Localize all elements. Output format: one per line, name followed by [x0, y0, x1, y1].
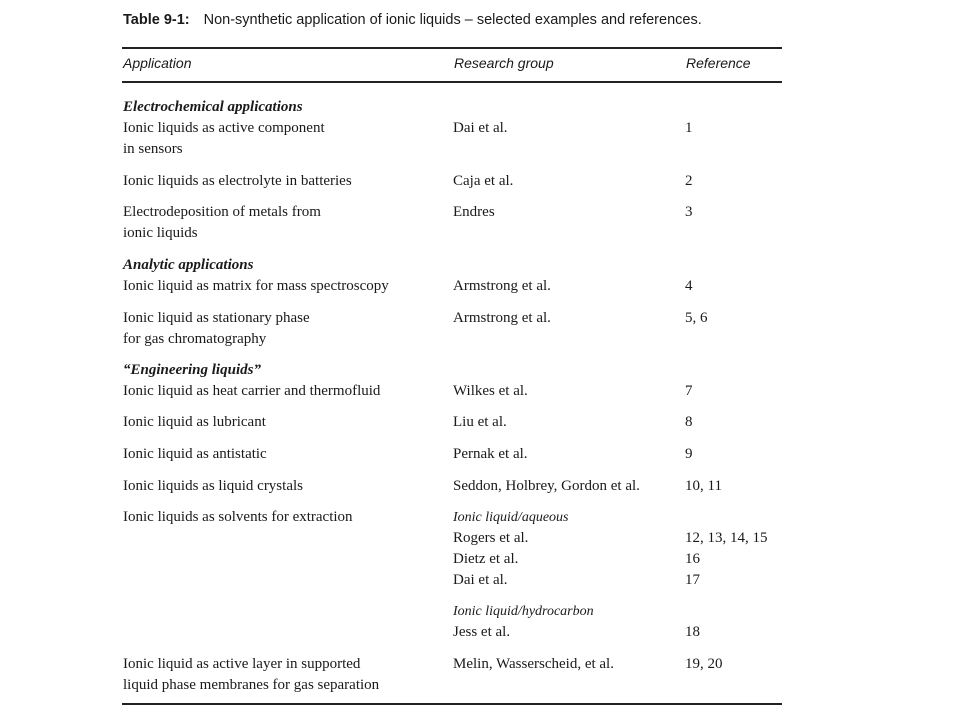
research-group-cell: Melin, Wasserscheid, et al. — [453, 656, 614, 672]
table-title: Non-synthetic application of ionic liquids – selected examples and references. — [203, 12, 702, 28]
top-rule — [122, 47, 782, 49]
research-group-cell: Caja et al. — [453, 173, 514, 189]
reference-cell: 12, 13, 14, 15 16 17 — [685, 530, 768, 588]
reference-cell: 10, 11 — [685, 478, 722, 494]
section-heading: “Engineering liquids” — [123, 362, 261, 378]
research-group-cell: Armstrong et al. — [453, 310, 551, 326]
research-group-cell: Endres — [453, 204, 495, 220]
application-cell: Ionic liquid as lubricant — [123, 414, 266, 430]
application-cell: Ionic liquids as solvents for extraction — [123, 509, 353, 525]
research-group-cell: Wilkes et al. — [453, 383, 528, 399]
subgroup-label: Ionic liquid/aqueous — [453, 510, 569, 525]
application-cell: Ionic liquid as stationary phase for gas chromatography — [123, 310, 310, 347]
section-heading: Electrochemical applications — [123, 99, 303, 115]
research-group-cell: Armstrong et al. — [453, 278, 551, 294]
bottom-rule — [122, 703, 782, 705]
application-cell: Ionic liquid as heat carrier and thermofluid — [123, 383, 381, 399]
column-header-reference: Reference — [686, 55, 751, 71]
reference-cell: 9 — [685, 446, 693, 462]
research-group-cell: Seddon, Holbrey, Gordon et al. — [453, 478, 640, 494]
reference-cell: 5, 6 — [685, 310, 708, 326]
table-number: Table 9-1: — [123, 12, 190, 28]
section-heading: Analytic applications — [123, 257, 254, 273]
reference-cell: 8 — [685, 414, 693, 430]
subgroup-label: Ionic liquid/hydrocarbon — [453, 604, 594, 619]
application-cell: Ionic liquid as matrix for mass spectroscopy — [123, 278, 389, 294]
column-header-research-group: Research group — [454, 55, 554, 71]
header-rule — [122, 81, 782, 83]
application-cell: Ionic liquids as liquid crystals — [123, 478, 303, 494]
research-group-cell: Jess et al. — [453, 624, 511, 640]
reference-cell: 3 — [685, 204, 693, 220]
application-cell: Ionic liquids as electrolyte in batteries — [123, 173, 352, 189]
research-group-cell: Liu et al. — [453, 414, 507, 430]
research-group-cell: Pernak et al. — [453, 446, 528, 462]
research-group-cell: Dai et al. — [453, 120, 508, 136]
reference-cell: 19, 20 — [685, 656, 723, 672]
reference-cell: 18 — [685, 624, 700, 640]
reference-cell: 1 — [685, 120, 693, 136]
application-cell: Ionic liquids as active component in sensors — [123, 120, 325, 157]
reference-cell: 2 — [685, 173, 693, 189]
reference-cell: 4 — [685, 278, 693, 294]
application-cell: Ionic liquid as active layer in supported liquid phase membranes for gas separation — [123, 656, 380, 693]
application-cell: Electrodeposition of metals from ionic liquids — [123, 204, 321, 241]
application-cell: Ionic liquid as antistatic — [123, 446, 267, 462]
table-caption — [123, 12, 702, 28]
research-group-cell: Rogers et al. Dietz et al. Dai et al. — [453, 530, 529, 588]
reference-cell: 7 — [685, 383, 693, 399]
column-header-application: Application — [123, 55, 192, 71]
